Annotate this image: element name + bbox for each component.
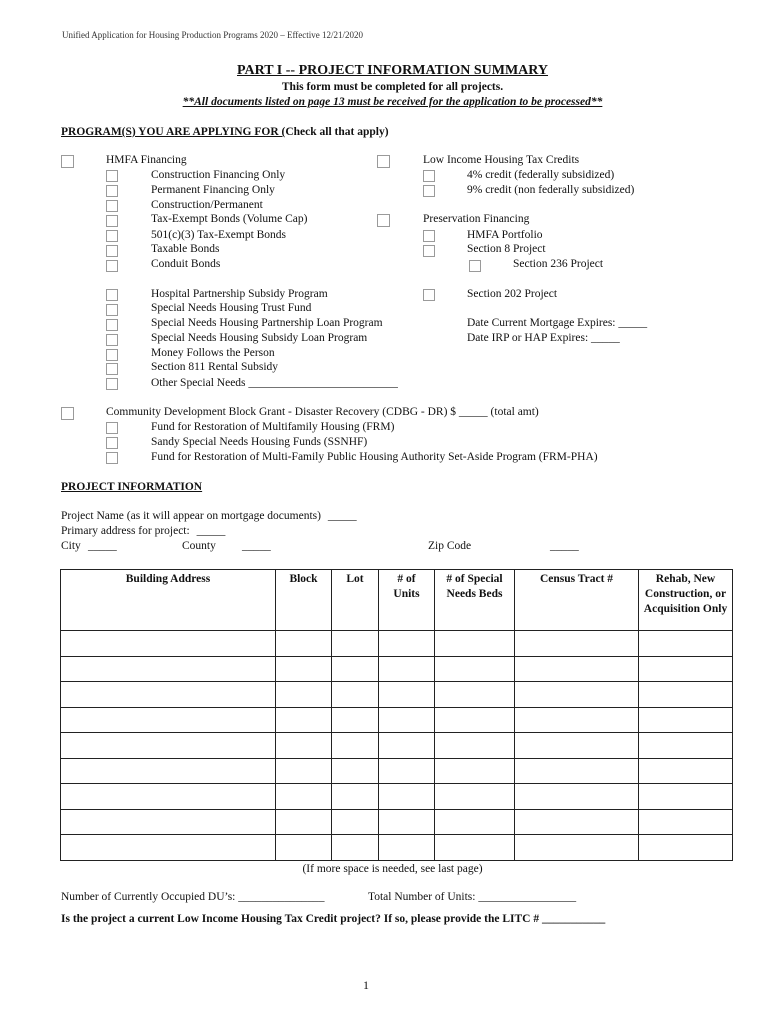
table-cell[interactable] <box>276 733 332 759</box>
primary-address-field[interactable]: _____ <box>196 525 226 537</box>
table-cell[interactable] <box>379 733 435 759</box>
table-cell[interactable] <box>61 682 276 708</box>
ssnhf-checkbox[interactable] <box>106 437 118 449</box>
document-header: Unified Application for Housing Production Programs 2020 – Effective 12/21/2020 <box>62 30 364 40</box>
building-table <box>60 569 733 861</box>
permanent-financing-checkbox[interactable] <box>106 185 118 197</box>
table-cell[interactable] <box>332 682 379 708</box>
column-header: Rehab, New Construction, or Acquisition Only <box>639 570 733 631</box>
hmfa-financing-label: HMFA Financing <box>106 154 187 166</box>
table-cell[interactable] <box>515 656 639 682</box>
project-name-row <box>61 510 357 522</box>
column-header: Census Tract # <box>515 570 639 631</box>
table-cell[interactable] <box>639 631 733 657</box>
construction-permanent-label: Construction/Permanent <box>151 199 263 211</box>
table-cell[interactable] <box>61 733 276 759</box>
table-row <box>61 682 733 708</box>
taxable-bonds-checkbox[interactable] <box>106 245 118 257</box>
subsidy-loan-label: Special Needs Housing Subsidy Loan Program <box>151 332 368 344</box>
table-cell[interactable] <box>639 682 733 708</box>
section-202-checkbox[interactable] <box>423 289 435 301</box>
table-cell[interactable] <box>332 733 379 759</box>
partnership-loan-checkbox[interactable] <box>106 319 118 331</box>
column-header: Block <box>276 570 332 631</box>
table-cell[interactable] <box>276 682 332 708</box>
table-cell[interactable] <box>379 631 435 657</box>
construction-financing-checkbox[interactable] <box>106 170 118 182</box>
table-row <box>61 631 733 657</box>
subsidy-loan-checkbox[interactable] <box>106 334 118 346</box>
table-cell[interactable] <box>515 809 639 835</box>
other-special-needs-label: Other Special Needs __________________________ <box>151 377 398 389</box>
nine-percent-credit-checkbox[interactable] <box>423 185 435 197</box>
conduit-bonds-label: Conduit Bonds <box>151 258 221 270</box>
table-cell[interactable] <box>332 656 379 682</box>
table-cell[interactable] <box>435 707 515 733</box>
table-cell[interactable] <box>61 631 276 657</box>
zip-field[interactable]: _____ <box>550 540 579 552</box>
hmfa-financing-checkbox[interactable] <box>61 155 74 168</box>
column-header: Building Address <box>61 570 276 631</box>
cdbg-label: Community Development Block Grant - Disaster Recovery (CDBG - DR) $ _____ (total amt) <box>106 406 539 418</box>
table-row <box>61 656 733 682</box>
table-cell[interactable] <box>515 758 639 784</box>
table-cell[interactable] <box>639 784 733 810</box>
page-subtitle: This form must be completed for all projects. <box>281 81 504 93</box>
documents-notice: **All documents listed on page 13 must be received for the application to be processed** <box>182 96 603 108</box>
tax-exempt-bonds-label: Tax-Exempt Bonds (Volume Cap) <box>151 213 308 225</box>
preservation-checkbox[interactable] <box>377 214 390 227</box>
column-header: # of Special Needs Beds <box>435 570 515 631</box>
lihtc-checkbox[interactable] <box>377 155 390 168</box>
county-field[interactable]: _____ <box>242 540 271 552</box>
city-field[interactable]: _____ <box>88 540 117 552</box>
table-row <box>61 733 733 759</box>
table-cell[interactable] <box>332 631 379 657</box>
page-number: 1 <box>363 978 369 992</box>
section-236-label: Section 236 Project <box>513 258 604 270</box>
table-cell[interactable] <box>379 656 435 682</box>
table-cell[interactable] <box>515 784 639 810</box>
page-title: PART I -- PROJECT INFORMATION SUMMARY <box>236 63 549 78</box>
table-cell[interactable] <box>639 835 733 861</box>
table-cell[interactable] <box>276 809 332 835</box>
table-cell[interactable] <box>276 656 332 682</box>
primary-address-row <box>61 525 225 537</box>
table-cell[interactable] <box>332 707 379 733</box>
column-header: Lot <box>332 570 379 631</box>
501c3-bonds-checkbox[interactable] <box>106 230 118 242</box>
trust-fund-label: Special Needs Housing Trust Fund <box>151 302 312 314</box>
table-note: (If more space is needed, see last page) <box>302 863 483 875</box>
table-cell[interactable] <box>639 733 733 759</box>
section-811-checkbox[interactable] <box>106 363 118 375</box>
table-cell[interactable] <box>379 707 435 733</box>
table-cell[interactable] <box>435 682 515 708</box>
hospital-partnership-label: Hospital Partnership Subsidy Program <box>151 288 328 300</box>
table-cell[interactable] <box>435 656 515 682</box>
tax-exempt-bonds-checkbox[interactable] <box>106 215 118 227</box>
construction-permanent-checkbox[interactable] <box>106 200 118 212</box>
table-cell[interactable] <box>435 784 515 810</box>
table-cell[interactable] <box>276 758 332 784</box>
501c3-bonds-label: 501(c)(3) Tax-Exempt Bonds <box>151 229 287 241</box>
permanent-financing-label: Permanent Financing Only <box>151 184 275 196</box>
zip-label: Zip Code <box>428 540 472 552</box>
nine-percent-credit-label: 9% credit (non federally subsidized) <box>467 184 635 196</box>
irp-expires-field[interactable]: Date IRP or HAP Expires: _____ <box>467 332 620 344</box>
table-cell[interactable] <box>435 758 515 784</box>
table-row <box>61 758 733 784</box>
programs-heading: PROGRAM(S) YOU ARE APPLYING FOR (Check all that apply) <box>61 126 389 138</box>
frm-pha-label: Fund for Restoration of Multi-Family Public Housing Authority Set-Aside Program (FRM-PHA) <box>151 451 598 463</box>
table-cell[interactable] <box>276 784 332 810</box>
project-info-heading: PROJECT INFORMATION <box>61 481 203 493</box>
table-cell[interactable] <box>61 809 276 835</box>
table-cell[interactable] <box>435 631 515 657</box>
frm-pha-checkbox[interactable] <box>106 452 118 464</box>
litc-question[interactable]: Is the project a current Low Income Housing Tax Credit project? If so, please provide the LITC # ___________ <box>61 913 606 925</box>
four-percent-credit-checkbox[interactable] <box>423 170 435 182</box>
table-cell[interactable] <box>61 656 276 682</box>
section-8-label: Section 8 Project <box>467 243 546 255</box>
table-cell[interactable] <box>61 784 276 810</box>
cdbg-checkbox[interactable] <box>61 407 74 420</box>
frm-label: Fund for Restoration of Multifamily Housing (FRM) <box>151 421 395 433</box>
table-cell[interactable] <box>515 682 639 708</box>
money-follows-label: Money Follows the Person <box>151 347 275 359</box>
table-cell[interactable] <box>61 758 276 784</box>
taxable-bonds-label: Taxable Bonds <box>151 243 220 255</box>
lihtc-label: Low Income Housing Tax Credits <box>423 154 580 166</box>
table-cell[interactable] <box>639 656 733 682</box>
table-cell[interactable] <box>276 835 332 861</box>
table-cell[interactable] <box>332 784 379 810</box>
table-cell[interactable] <box>515 733 639 759</box>
table-cell[interactable] <box>276 631 332 657</box>
project-name-label: Project Name (as it will appear on mortgage documents) <box>61 510 321 522</box>
occupied-du-field[interactable]: Number of Currently Occupied DU’s: _______________ <box>61 891 325 903</box>
table-row <box>61 784 733 810</box>
section-8-checkbox[interactable] <box>423 245 435 257</box>
trust-fund-checkbox[interactable] <box>106 304 118 316</box>
table-cell[interactable] <box>435 733 515 759</box>
project-name-field[interactable]: _____ <box>327 510 357 522</box>
table-cell[interactable] <box>639 758 733 784</box>
table-cell[interactable] <box>332 758 379 784</box>
table-cell[interactable] <box>61 835 276 861</box>
section-236-checkbox[interactable] <box>469 260 481 272</box>
table-cell[interactable] <box>515 835 639 861</box>
hmfa-portfolio-label: HMFA Portfolio <box>467 229 543 241</box>
preservation-label: Preservation Financing <box>423 213 530 225</box>
table-cell[interactable] <box>515 631 639 657</box>
table-cell[interactable] <box>379 784 435 810</box>
table-cell[interactable] <box>379 758 435 784</box>
ssnhf-label: Sandy Special Needs Housing Funds (SSNHF) <box>151 436 368 448</box>
table-cell[interactable] <box>379 809 435 835</box>
table-cell[interactable] <box>61 707 276 733</box>
county-label: County <box>182 540 216 552</box>
table-cell[interactable] <box>639 809 733 835</box>
city-label: City <box>61 540 81 552</box>
partnership-loan-label: Special Needs Housing Partnership Loan Program <box>151 317 383 329</box>
table-cell[interactable] <box>435 835 515 861</box>
conduit-bonds-checkbox[interactable] <box>106 260 118 272</box>
four-percent-credit-label: 4% credit (federally subsidized) <box>467 169 615 181</box>
mortgage-expires-field[interactable]: Date Current Mortgage Expires: _____ <box>467 317 648 329</box>
hospital-partnership-checkbox[interactable] <box>106 289 118 301</box>
table-row <box>61 835 733 861</box>
table-row <box>61 809 733 835</box>
total-units-field[interactable]: Total Number of Units: _________________ <box>368 891 577 903</box>
table-cell[interactable] <box>379 682 435 708</box>
table-cell[interactable] <box>332 809 379 835</box>
table-row <box>61 707 733 733</box>
table-header-row <box>61 570 733 631</box>
section-811-label: Section 811 Rental Subsidy <box>151 361 279 373</box>
table-cell[interactable] <box>515 707 639 733</box>
primary-address-label: Primary address for project: <box>61 525 190 537</box>
hmfa-portfolio-checkbox[interactable] <box>423 230 435 242</box>
frm-checkbox[interactable] <box>106 422 118 434</box>
table-cell[interactable] <box>379 835 435 861</box>
column-header: # of Units <box>379 570 435 631</box>
other-special-needs-checkbox[interactable] <box>106 378 118 390</box>
money-follows-checkbox[interactable] <box>106 349 118 361</box>
table-cell[interactable] <box>276 707 332 733</box>
table-cell[interactable] <box>435 809 515 835</box>
section-202-label: Section 202 Project <box>467 288 558 300</box>
table-cell[interactable] <box>639 707 733 733</box>
table-cell[interactable] <box>332 835 379 861</box>
construction-financing-label: Construction Financing Only <box>151 169 286 181</box>
